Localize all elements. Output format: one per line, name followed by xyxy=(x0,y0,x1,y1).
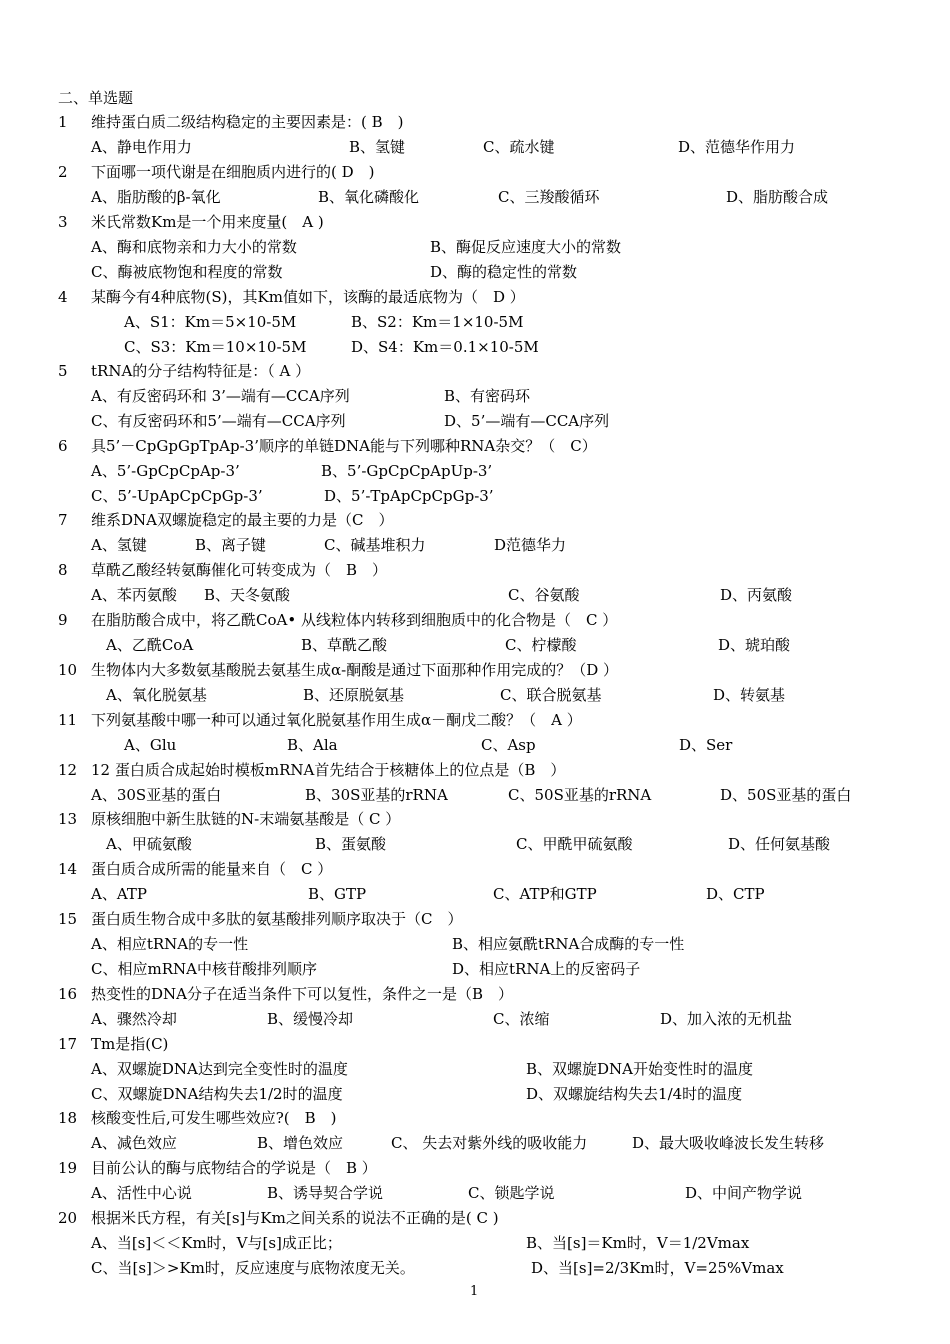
option-d: D、任何氨基酸 xyxy=(728,834,831,853)
option-d: D、范德华作用力 xyxy=(678,137,796,156)
question-text: 具5’－CpGpGpTpAp-3’顺序的单链DNA能与下列哪种RNA杂交？（ C） xyxy=(91,437,597,455)
option-d: D、Ser xyxy=(679,735,733,754)
option-c: C、50S亚基的rRNA xyxy=(508,785,652,804)
option-b: B、缓慢冷却 xyxy=(267,1009,354,1028)
question-number: 4 xyxy=(58,288,68,306)
option-b: B、酶促反应速度大小的常数 xyxy=(430,237,622,256)
question-number: 17 xyxy=(58,1035,78,1053)
option-c: C、相应mRNA中核苷酸排列顺序 xyxy=(91,959,317,978)
option-d: D、当[s]=2/3Km时，V=25%Vmax xyxy=(531,1258,784,1277)
option-a: A、双螺旋DNA达到完全变性时的温度 xyxy=(91,1059,348,1078)
option-a: A、苯丙氨酸 xyxy=(91,585,177,604)
option-a: A、乙酰CoA xyxy=(106,635,194,654)
option-d: D、最大吸收峰波长发生转移 xyxy=(632,1133,825,1152)
option-a: A、相应tRNA的专一性 xyxy=(91,934,249,953)
question-number: 12 xyxy=(58,761,78,779)
option-d: D、加入浓的无机盐 xyxy=(660,1009,793,1028)
option-b: B、增色效应 xyxy=(257,1133,344,1152)
option-a: A、氢键 xyxy=(91,535,147,554)
question-text: 根据米氏方程，有关[s]与Km之间关系的说法不正确的是( C ) xyxy=(91,1209,499,1227)
option-a: A、骤然冷却 xyxy=(91,1009,177,1028)
question-number: 16 xyxy=(58,985,78,1003)
question-number: 13 xyxy=(58,810,78,828)
option-c: C、谷氨酸 xyxy=(508,585,580,604)
option-d: D、相应tRNA上的反密码子 xyxy=(452,959,641,978)
option-a: A、ATP xyxy=(91,884,147,903)
option-d: D、双螺旋结构失去1/4时的温度 xyxy=(526,1084,743,1103)
option-c: C、ATP和GTP xyxy=(493,884,597,903)
question-text: 原核细胞中新生肽链的N-末端氨基酸是（ C ） xyxy=(91,810,401,828)
question-text: 目前公认的酶与底物结合的学说是（ B ） xyxy=(91,1159,377,1177)
option-c: C、S3：Km＝10×10-5M xyxy=(124,337,307,356)
option-c: C、锁匙学说 xyxy=(468,1183,555,1202)
option-d: D、酶的稳定性的常数 xyxy=(430,262,578,281)
question-number: 3 xyxy=(58,213,68,231)
option-b: B、GTP xyxy=(308,884,367,903)
option-a: A、30S亚基的蛋白 xyxy=(91,785,222,804)
question-number: 15 xyxy=(58,910,78,928)
option-c: C、碱基堆积力 xyxy=(324,535,426,554)
question-text: 12 蛋白质合成起始时模板mRNA首先结合于核糖体上的位点是（B ） xyxy=(91,761,566,779)
option-d: D、中间产物学说 xyxy=(685,1183,803,1202)
question-text: 维系DNA双螺旋稳定的最主要的力是（C ） xyxy=(91,511,394,529)
option-a: A、Glu xyxy=(124,735,177,754)
question-number: 9 xyxy=(58,611,68,629)
option-c: C、柠檬酸 xyxy=(505,635,577,654)
option-b: B、30S亚基的rRNA xyxy=(305,785,448,804)
option-a: A、S1：Km＝5×10-5M xyxy=(124,312,297,331)
option-a: A、酶和底物亲和力大小的常数 xyxy=(91,237,297,256)
question-text: 蛋白质合成所需的能量来自（ C ） xyxy=(91,860,333,878)
option-d: D、50S亚基的蛋白 xyxy=(720,785,852,804)
option-c: C、5’-UpApCpCpGp-3’ xyxy=(91,486,263,505)
option-d: D、CTP xyxy=(706,884,765,903)
option-b: B、还原脱氨基 xyxy=(303,685,405,704)
question-text: 下列氨基酸中哪一种可以通过氧化脱氨基作用生成α－酮戊二酸？（ A ） xyxy=(91,711,582,729)
option-d: D、丙氨酸 xyxy=(720,585,793,604)
option-a: A、5’-GpCpCpAp-3’ xyxy=(91,461,240,480)
option-b: B、氧化磷酸化 xyxy=(318,187,420,206)
option-d: D范德华力 xyxy=(494,535,567,554)
option-b: B、当[s]＝Km时，V＝1/2Vmax xyxy=(526,1233,750,1252)
question-text: 下面哪一项代谢是在细胞质内进行的( D ) xyxy=(91,163,375,181)
option-d: D、5’-TpApCpCpGp-3’ xyxy=(324,486,494,505)
question-text: 草酰乙酸经转氨酶催化可转变成为（ B ） xyxy=(91,561,388,579)
option-b: B、有密码环 xyxy=(444,386,531,405)
question-number: 5 xyxy=(58,362,68,380)
option-c: C、浓缩 xyxy=(493,1009,550,1028)
question-text: 核酸变性后,可发生哪些效应?( B ) xyxy=(91,1109,337,1127)
option-c: C、双螺旋DNA结构失去1/2时的温度 xyxy=(91,1084,343,1103)
question-number: 8 xyxy=(58,561,68,579)
option-d: D、琥珀酸 xyxy=(718,635,791,654)
option-d: D、S4：Km＝0.1×10-5M xyxy=(351,337,539,356)
question-text: 热变性的DNA分子在适当条件下可以复性，条件之一是（B ） xyxy=(91,985,514,1003)
option-c: C、疏水键 xyxy=(483,137,555,156)
option-c: C、当[s]＞>Km时，反应速度与底物浓度无关。 xyxy=(91,1258,415,1277)
question-text: 维持蛋白质二级结构稳定的主要因素是：( B ) xyxy=(91,113,404,131)
option-a: A、脂肪酸的β-氧化 xyxy=(91,187,221,206)
option-d: D、转氨基 xyxy=(713,685,786,704)
question-number: 18 xyxy=(58,1109,78,1127)
option-a: A、静电作用力 xyxy=(91,137,192,156)
option-d: D、脂肪酸合成 xyxy=(726,187,829,206)
option-b: B、草酰乙酸 xyxy=(301,635,388,654)
option-b: B、离子键 xyxy=(195,535,267,554)
option-a: A、甲硫氨酸 xyxy=(106,834,192,853)
option-a: A、活性中心说 xyxy=(91,1183,192,1202)
option-b: B、5’-GpCpCpApUp-3’ xyxy=(321,461,493,480)
option-c: C、有反密码环和5’—端有—CCA序列 xyxy=(91,411,346,430)
option-a: A、当[s]＜＜Km时，V与[s]成正比； xyxy=(91,1233,342,1252)
option-c: C、 失去对紫外线的吸收能力 xyxy=(391,1133,588,1152)
option-b: B、相应氨酰tRNA合成酶的专一性 xyxy=(452,934,685,953)
option-c: C、Asp xyxy=(481,735,536,754)
option-c: C、酶被底物饱和程度的常数 xyxy=(91,262,283,281)
option-b: B、诱导契合学说 xyxy=(267,1183,384,1202)
option-c: C、甲酰甲硫氨酸 xyxy=(516,834,633,853)
option-b: B、蛋氨酸 xyxy=(315,834,387,853)
question-number: 20 xyxy=(58,1209,78,1227)
option-c: C、三羧酸循环 xyxy=(498,187,600,206)
question-text: tRNA的分子结构特征是：（ A ） xyxy=(91,362,311,380)
option-d: D、5’—端有—CCA序列 xyxy=(444,411,610,430)
question-text: 在脂肪酸合成中，将乙酰CoA• 从线粒体内转移到细胞质中的化合物是（ C ） xyxy=(91,611,618,629)
question-number: 2 xyxy=(58,163,68,181)
option-b: B、Ala xyxy=(287,735,338,754)
option-c: C、联合脱氨基 xyxy=(500,685,602,704)
question-text: 米氏常数Km是一个用来度量( A ) xyxy=(91,213,324,231)
option-b: B、氢键 xyxy=(349,137,406,156)
question-number: 14 xyxy=(58,860,78,878)
question-number: 10 xyxy=(58,661,78,679)
question-number: 6 xyxy=(58,437,68,455)
question-number: 7 xyxy=(58,511,68,529)
option-a: A、减色效应 xyxy=(91,1133,177,1152)
option-a: A、有反密码环和 3’—端有—CCA序列 xyxy=(91,386,350,405)
option-a: A、氧化脱氨基 xyxy=(106,685,207,704)
question-number: 1 xyxy=(58,113,68,131)
question-number: 11 xyxy=(58,711,78,729)
question-text: 生物体内大多数氨基酸脱去氨基生成α-酮酸是通过下面那种作用完成的？（D ） xyxy=(91,661,618,679)
option-b: B、双螺旋DNA开始变性时的温度 xyxy=(526,1059,754,1078)
section-title: 二、单选题 xyxy=(58,89,134,107)
option-b: B、天冬氨酸 xyxy=(204,585,291,604)
question-text: Tm是指(C) xyxy=(91,1035,169,1053)
question-text: 蛋白质生物合成中多肽的氨基酸排列顺序取决于（C ） xyxy=(91,910,463,928)
question-number: 19 xyxy=(58,1159,78,1177)
option-b: B、S2：Km＝1×10-5M xyxy=(351,312,524,331)
question-text: 某酶今有4种底物(S)，其Km值如下，该酶的最适底物为（ D ） xyxy=(91,288,525,306)
page-number: 1 xyxy=(470,1284,479,1299)
